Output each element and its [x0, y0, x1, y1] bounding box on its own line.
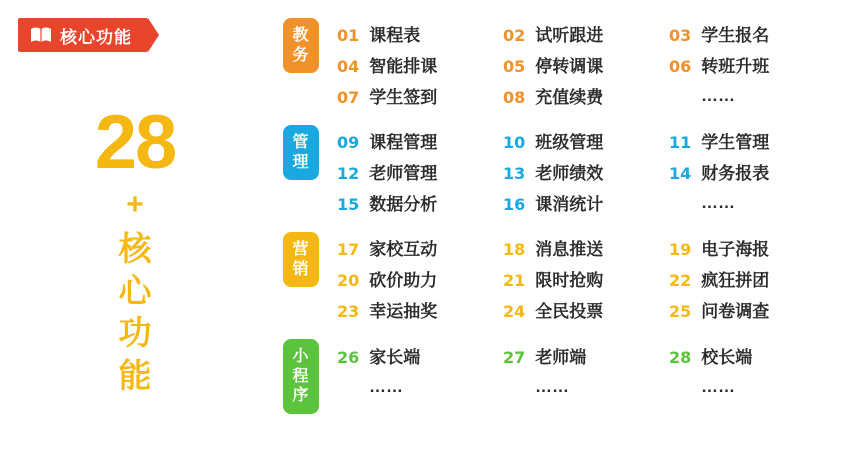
feature-number: 16	[503, 195, 526, 214]
feature-item[interactable]	[503, 159, 669, 184]
feature-item[interactable]	[669, 297, 835, 322]
feature-number: 25	[669, 302, 692, 321]
feature-row	[337, 263, 843, 294]
feature-row	[337, 80, 843, 111]
feature-label: 数据分析	[369, 195, 438, 214]
feature-label: 课程管理	[369, 133, 438, 152]
feature-label: 财务报表	[701, 164, 770, 183]
vertical-char-1: 核	[118, 230, 152, 267]
feature-number: 11	[669, 133, 692, 152]
feature-label: 学生签到	[369, 88, 438, 107]
feature-number: 06	[669, 57, 692, 76]
feature-label: 电子海报	[701, 240, 770, 259]
feature-item[interactable]	[337, 235, 503, 260]
feature-label: 智能排课	[369, 57, 438, 76]
feature-number: 02	[503, 26, 526, 45]
core-features-badge	[18, 18, 148, 52]
feature-item[interactable]	[669, 52, 835, 77]
vertical-char-2: 心	[118, 272, 152, 310]
feature-number: 04	[337, 57, 360, 76]
group-tag-char: 营	[292, 241, 310, 258]
feature-more	[669, 377, 835, 397]
feature-row	[337, 49, 843, 80]
feature-more	[503, 377, 669, 397]
book-icon	[30, 26, 52, 44]
feature-label: 校长端	[701, 347, 753, 367]
feature-number: 05	[503, 57, 526, 76]
feature-label: 学生管理	[701, 133, 770, 152]
badge-label: 核心功能	[60, 27, 132, 47]
feature-number: 18	[503, 240, 526, 259]
feature-number: 24	[503, 302, 526, 321]
feature-item[interactable]	[503, 21, 669, 46]
feature-more	[669, 193, 835, 213]
feature-row	[337, 18, 843, 49]
feature-number: 15	[337, 195, 360, 214]
feature-group	[283, 18, 843, 111]
feature-row	[337, 294, 843, 325]
feature-item[interactable]	[337, 297, 503, 322]
feature-label: 家校互动	[369, 240, 438, 259]
feature-number: 26	[337, 347, 360, 367]
feature-label: 停转调课	[535, 57, 604, 76]
feature-item[interactable]	[503, 266, 669, 291]
feature-label: 老师绩效	[535, 164, 604, 183]
feature-row	[337, 371, 843, 403]
feature-item[interactable]	[669, 159, 835, 184]
group-rows	[319, 125, 843, 218]
feature-label: 砍价助力	[369, 271, 438, 290]
feature-group	[283, 125, 843, 218]
feature-item[interactable]	[669, 266, 835, 291]
group-tag-char: 小	[292, 348, 310, 365]
feature-row	[337, 156, 843, 187]
feature-number: 10	[503, 133, 526, 152]
feature-item[interactable]	[669, 128, 835, 153]
group-tag-char: 程	[292, 367, 310, 385]
feature-count: 28	[94, 100, 176, 185]
group-tag-yingxiao	[283, 232, 319, 287]
group-tag-guanli	[283, 125, 319, 180]
feature-item[interactable]	[337, 159, 503, 184]
feature-item[interactable]	[337, 83, 503, 108]
group-tag-char: 销	[292, 260, 310, 278]
feature-item[interactable]	[503, 83, 669, 108]
feature-item[interactable]	[337, 52, 503, 77]
feature-number: 20	[337, 271, 360, 290]
feature-row	[337, 125, 843, 156]
feature-item[interactable]	[337, 21, 503, 46]
feature-label: 老师管理	[369, 164, 438, 183]
ellipsis: ……	[701, 192, 735, 212]
group-rows	[319, 232, 843, 325]
feature-number: 09	[337, 133, 360, 152]
vertical-title	[0, 228, 270, 397]
group-rows	[319, 339, 843, 403]
feature-label: 消息推送	[535, 240, 604, 259]
feature-item[interactable]	[503, 190, 669, 215]
ellipsis: ……	[701, 377, 735, 396]
feature-row	[337, 232, 843, 263]
feature-row	[337, 339, 843, 371]
feature-number: 23	[337, 302, 360, 321]
feature-row	[337, 187, 843, 218]
vertical-char-3: 功	[118, 314, 152, 352]
feature-number: 03	[669, 26, 692, 45]
feature-number: 07	[337, 88, 360, 107]
left-column	[0, 0, 270, 464]
feature-number: 12	[337, 164, 360, 183]
feature-item[interactable]	[503, 343, 669, 368]
group-tag-jiaowu	[283, 18, 319, 73]
feature-item[interactable]	[503, 128, 669, 153]
ellipsis: ……	[369, 377, 403, 396]
feature-number: 28	[669, 347, 692, 367]
feature-number: 08	[503, 88, 526, 107]
feature-item[interactable]	[669, 343, 835, 368]
group-tag-char: 管	[292, 134, 310, 151]
feature-label: 课消统计	[535, 195, 604, 214]
feature-item[interactable]	[503, 235, 669, 260]
feature-item[interactable]	[503, 52, 669, 77]
feature-label: 疯狂拼团	[701, 271, 770, 290]
group-rows	[319, 18, 843, 111]
feature-number: 27	[503, 347, 526, 367]
feature-label: 班级管理	[535, 133, 604, 152]
feature-label: 转班升班	[701, 57, 770, 76]
feature-more	[669, 86, 835, 106]
feature-item[interactable]	[669, 21, 835, 46]
feature-label: 幸运抽奖	[369, 302, 438, 321]
ellipsis: ……	[701, 85, 735, 105]
feature-number: 13	[503, 164, 526, 183]
feature-item[interactable]	[337, 266, 503, 291]
feature-label: 家长端	[369, 347, 421, 367]
feature-group	[283, 339, 843, 414]
feature-number: 14	[669, 164, 692, 183]
feature-label: 问卷调查	[701, 302, 770, 321]
feature-groups	[283, 18, 843, 428]
feature-number: 22	[669, 271, 692, 290]
feature-label: 课程表	[369, 26, 421, 45]
feature-more	[337, 377, 503, 397]
group-tag-char: 序	[292, 387, 310, 405]
feature-number: 19	[669, 240, 692, 259]
feature-item[interactable]	[337, 343, 503, 368]
feature-item[interactable]	[669, 235, 835, 260]
group-tag-char: 理	[292, 153, 310, 171]
plus-sign: +	[126, 188, 144, 221]
feature-number: 17	[337, 240, 360, 259]
feature-label: 限时抢购	[535, 271, 604, 290]
feature-item[interactable]	[337, 128, 503, 153]
feature-item[interactable]	[503, 297, 669, 322]
feature-label: 充值续费	[535, 88, 604, 107]
group-tag-char: 教	[292, 27, 310, 44]
group-tag-char: 务	[292, 46, 310, 64]
ellipsis: ……	[535, 377, 569, 396]
feature-label: 试听跟进	[535, 26, 604, 45]
feature-label: 老师端	[535, 347, 587, 367]
feature-item[interactable]	[337, 190, 503, 215]
feature-group	[283, 232, 843, 325]
vertical-char-4: 能	[118, 356, 152, 394]
feature-label: 全民投票	[535, 302, 604, 321]
group-tag-xiaochengxu	[283, 339, 319, 414]
feature-label: 学生报名	[701, 26, 770, 45]
feature-number: 01	[337, 26, 360, 45]
feature-number: 21	[503, 271, 526, 290]
